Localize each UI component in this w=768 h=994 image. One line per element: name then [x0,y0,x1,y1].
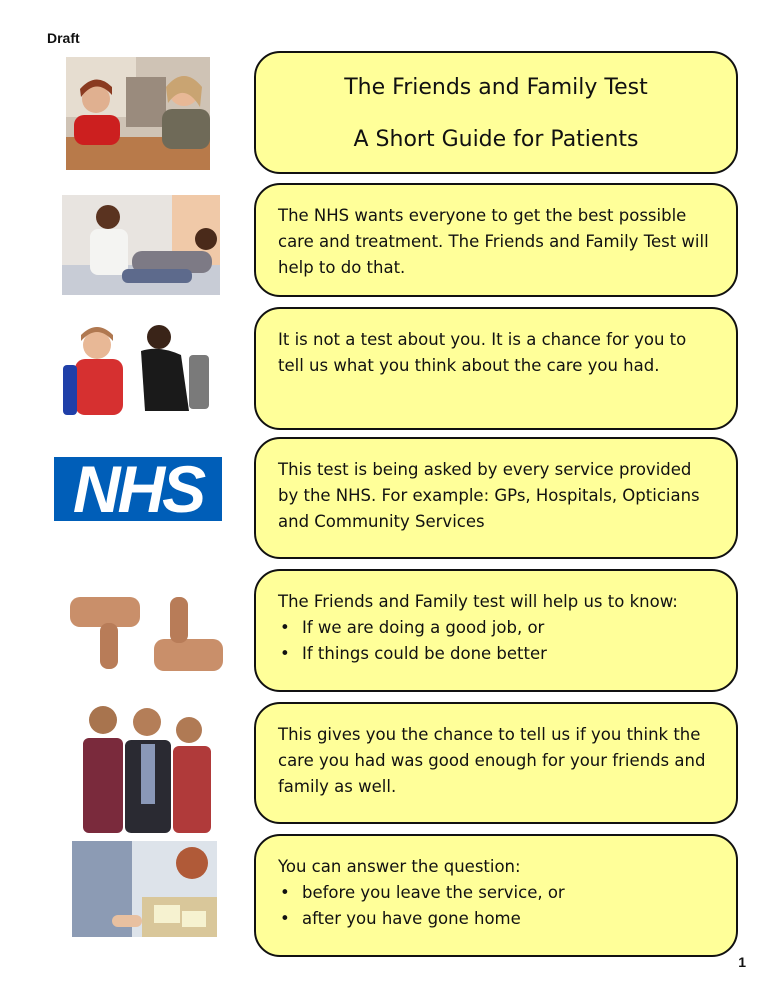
info-box-nhs-goal [254,183,738,297]
list-item: • after you have gone home [278,906,716,932]
info-text: It is not a test about you. It is a chance for you to tell us what you think about the care you had. [278,330,687,375]
photo-filling-form [72,841,217,937]
photo-women-talking [66,57,210,170]
bullet-list [278,880,716,932]
info-box-every-service [254,437,738,559]
photo-nurse-patient [62,195,220,295]
info-box-when-to-answer [254,834,738,957]
nhs-logo: NHS [54,457,222,521]
bullet-list [278,615,716,667]
info-text: You can answer the question: [278,857,521,876]
list-item: • before you leave the service, or [278,880,716,906]
info-text: This gives you the chance to tell us if you think the care you had was good enough for your friends and family as well. [278,725,706,796]
document-subtitle: A Short Guide for Patients [353,127,639,152]
page-number: 1 [738,954,746,970]
title-box [254,51,738,174]
info-text: The Friends and Family test will help us to know: [278,592,678,611]
info-text: This test is being asked by every service provided by the NHS. For example: GPs, Hospitals, Opticians and Community Services [278,460,700,531]
photo-three-friends [81,700,213,833]
draft-label: Draft [47,30,80,46]
list-item: • If things could be done better [278,641,716,667]
info-box-not-a-test [254,307,738,430]
photo-thumbs-up-down [70,583,223,687]
info-text: The NHS wants everyone to get the best possible care and treatment. The Friends and Family Test will help to do that. [278,206,709,277]
photo-wheelchair-carer [57,315,223,425]
list-item: • If we are doing a good job, or [278,615,716,641]
info-box-good-enough [254,702,738,824]
info-box-help-us-know [254,569,738,692]
document-title: The Friends and Family Test [344,75,648,100]
